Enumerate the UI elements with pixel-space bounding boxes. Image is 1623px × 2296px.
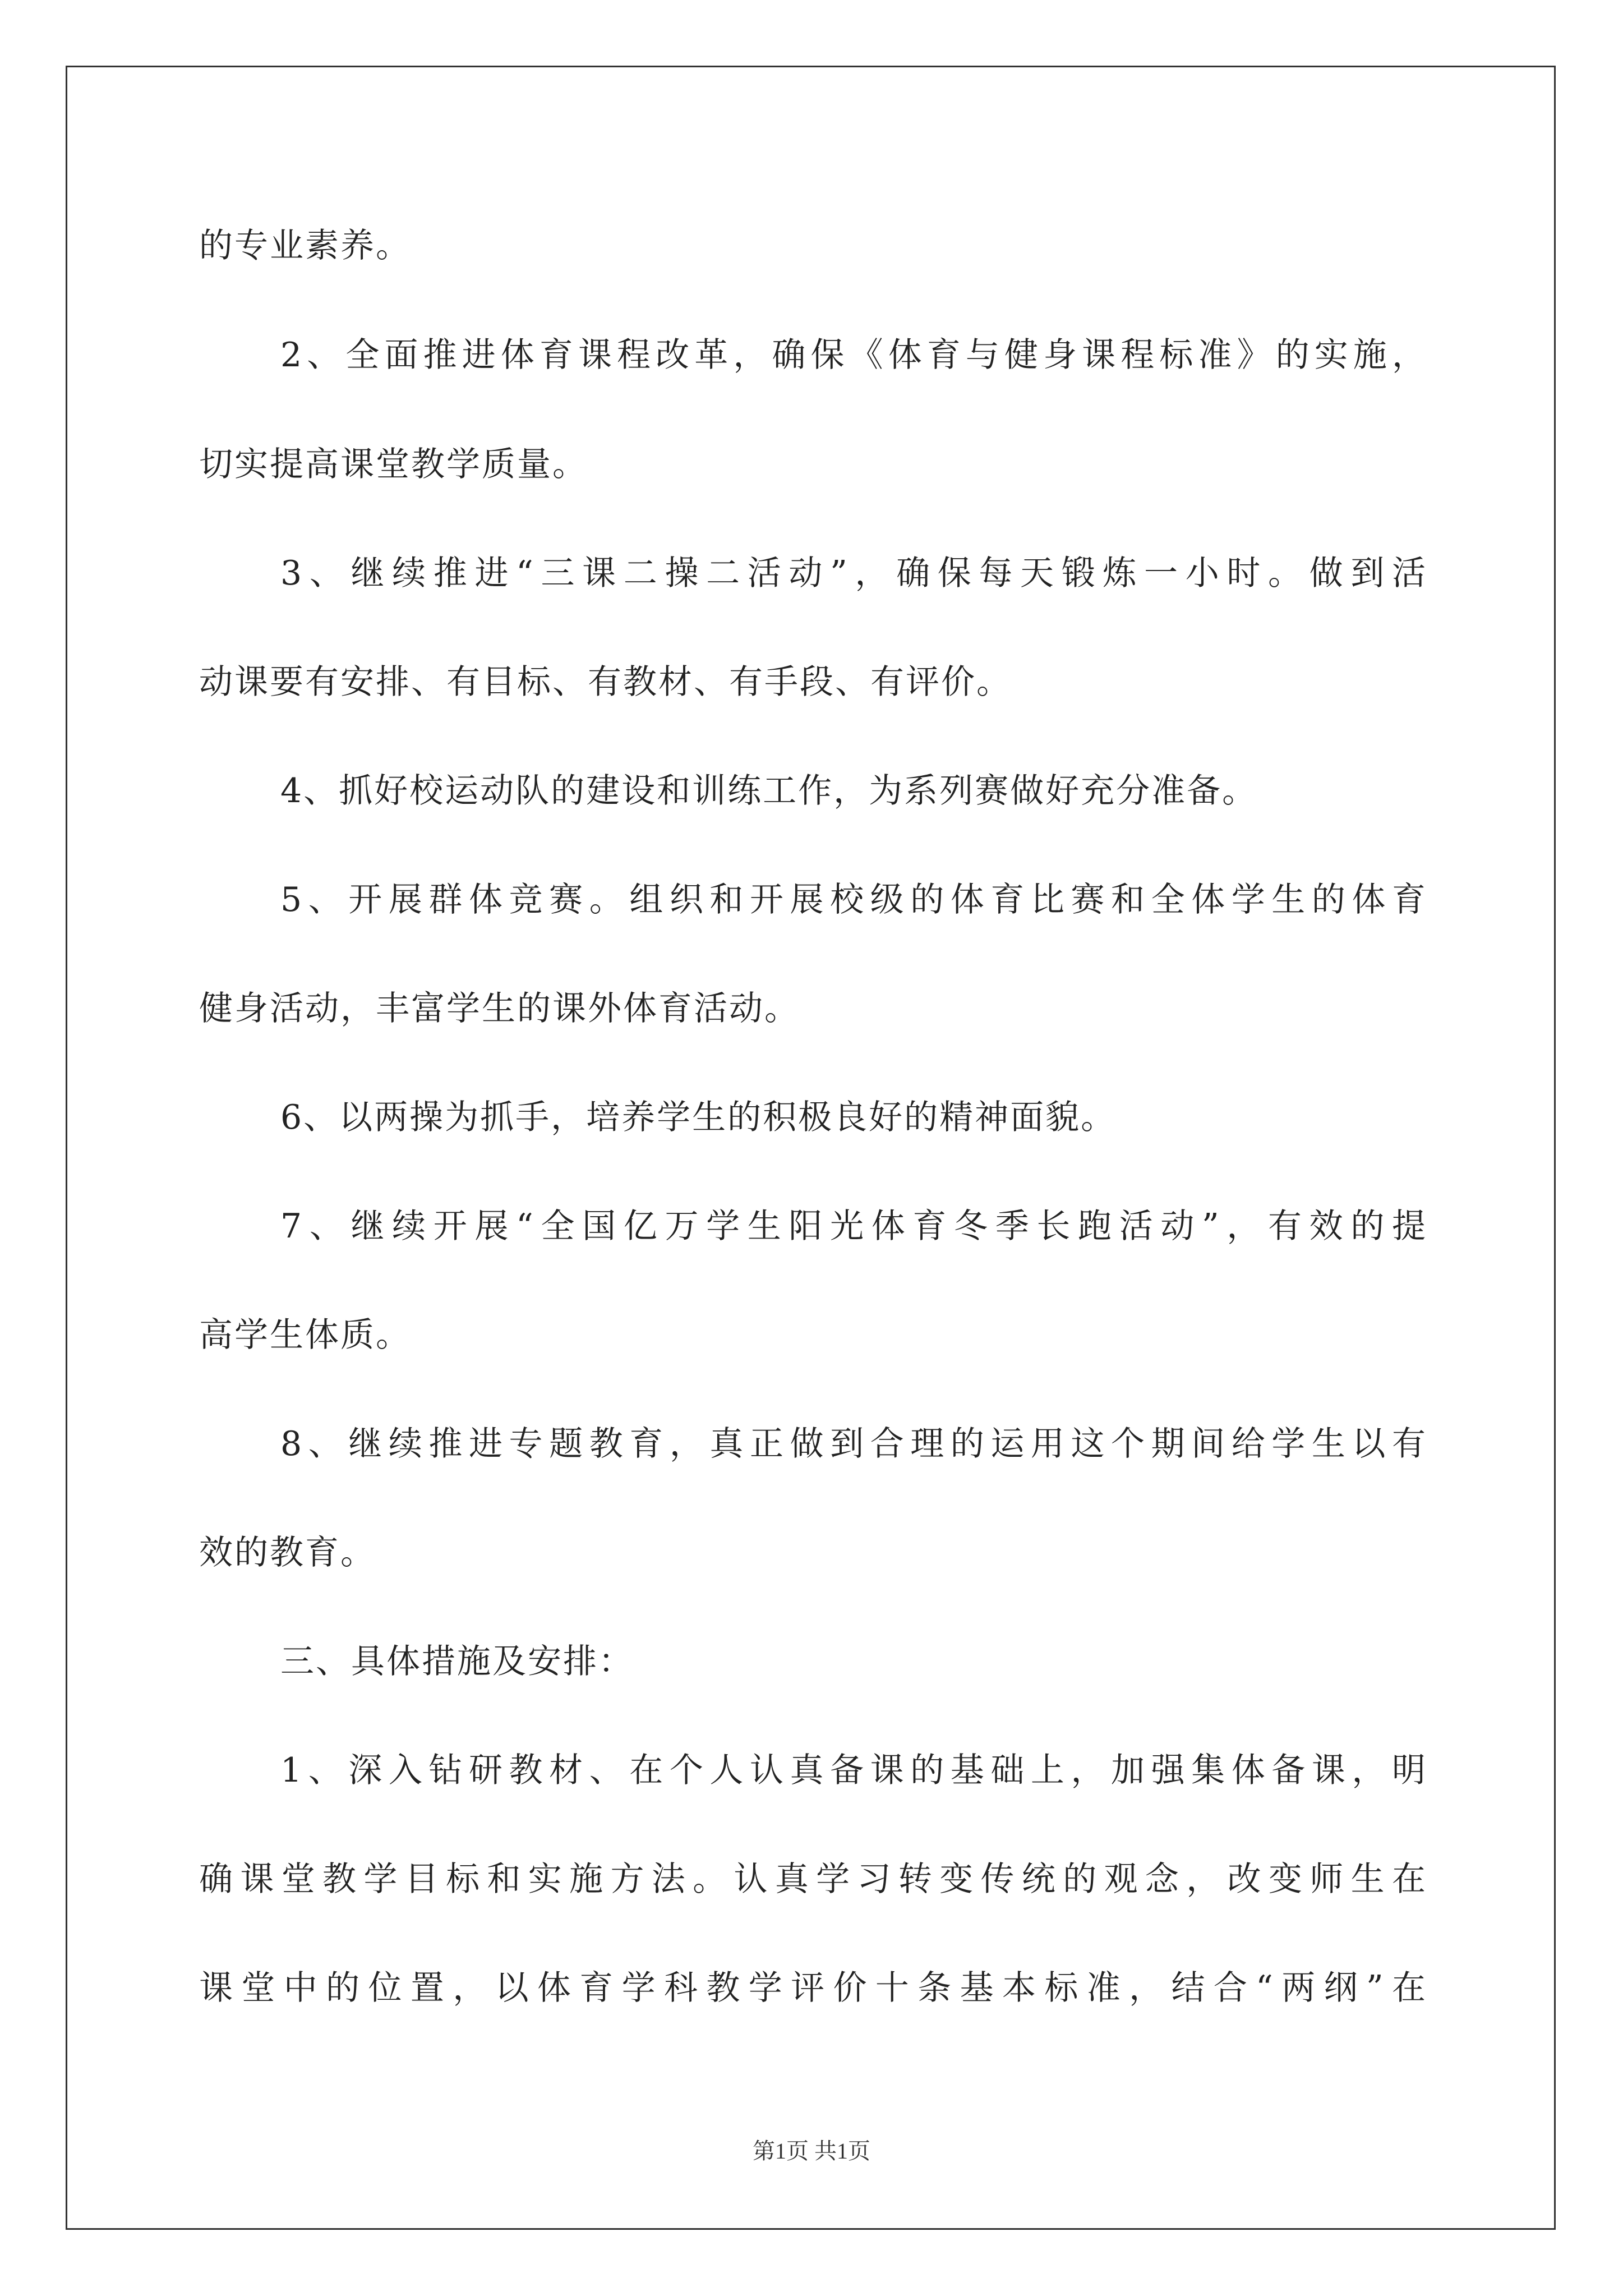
- text-line: 效的教育。: [199, 1533, 376, 1572]
- text-line: 5、开展群体竞赛。组织和开展校级的体育比赛和全体学生的体育: [280, 880, 1427, 919]
- page-frame: [66, 66, 1556, 2230]
- text-line: 确课堂教学目标和实施方法。认真学习转变传统的观念，改变师生在: [199, 1860, 1427, 1899]
- section-heading: 三、具体措施及安排：: [280, 1642, 634, 1681]
- text-line: 的专业素养。: [199, 226, 411, 265]
- text-line: 1、深入钻研教材、在个人认真备课的基础上，加强集体备课，明: [280, 1751, 1427, 1790]
- text-line: 6、以两操为抓手，培养学生的积极良好的精神面貌。: [280, 1098, 1117, 1137]
- text-line: 高学生体质。: [199, 1315, 411, 1355]
- text-line: 4、抓好校运动队的建设和训练工作，为系列赛做好充分准备。: [280, 771, 1258, 811]
- page-number-footer: 第1页 共1页: [753, 2138, 870, 2164]
- text-line: 动课要有安排、有目标、有教材、有手段、有评价。: [199, 662, 1012, 702]
- text-line: 切实提高课堂教学质量。: [199, 445, 588, 484]
- text-line: 3、继续推进“三课二操二活动”，确保每天锻炼一小时。做到活: [280, 554, 1427, 593]
- text-line: 课堂中的位置，以体育学科教学评价十条基本标准，结合“两纲”在: [199, 1968, 1427, 2008]
- text-line: 健身活动，丰富学生的课外体育活动。: [199, 989, 800, 1028]
- text-line: 2、全面推进体育课程改革，确保《体育与健身课程标准》的实施，: [280, 335, 1427, 375]
- text-line: 8、继续推进专题教育，真正做到合理的运用这个期间给学生以有: [280, 1424, 1427, 1464]
- text-line: 7、继续开展“全国亿万学生阳光体育冬季长跑活动”，有效的提: [280, 1207, 1427, 1246]
